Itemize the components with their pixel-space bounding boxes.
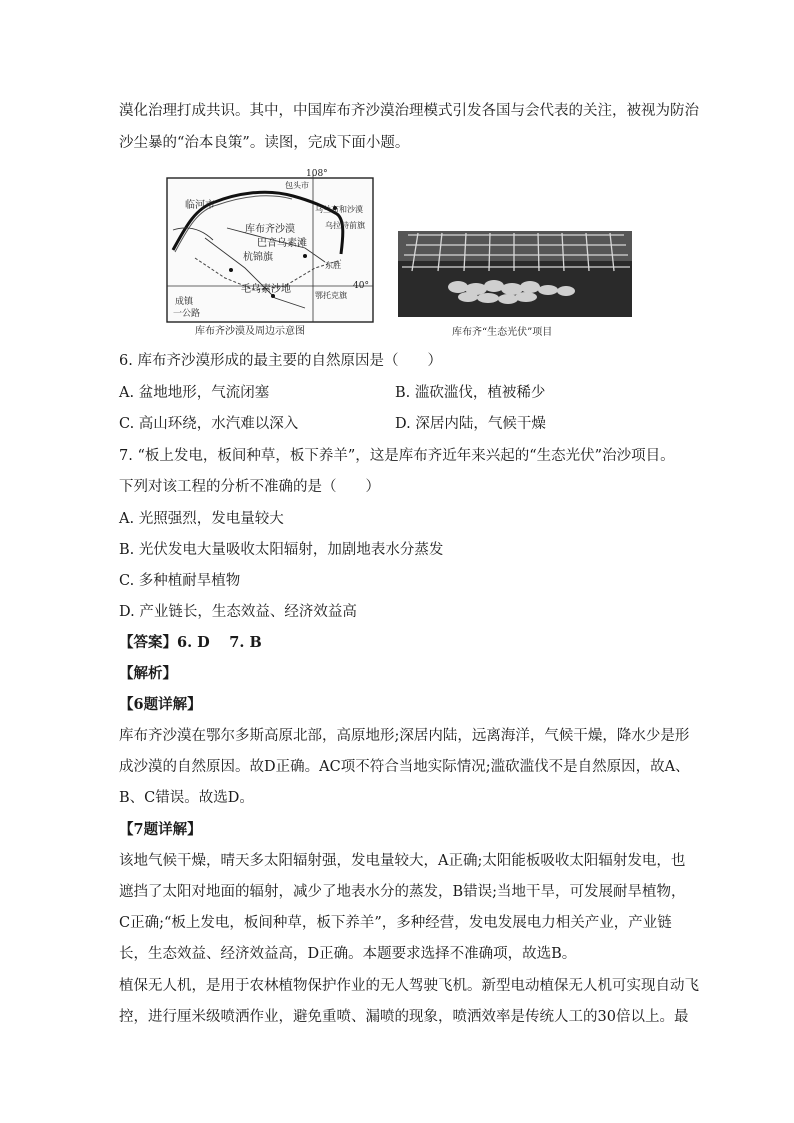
d7-line-3: C正确;“板上发电，板间种草，板下养羊”，多种经营，发电发展电力相关产业，产业链: [119, 915, 672, 931]
q6-option-d: D. 深居内陆，气候干燥: [395, 416, 546, 432]
q7-option-b: B. 光伏发电大量吸收太阳辐射，加剧地表水分蒸发: [119, 542, 444, 558]
q6-option-b: B. 滥砍滥伐，植被稀少: [395, 385, 546, 401]
map-label-dongsheng: 东胜: [325, 261, 341, 270]
q7-option-a: A. 光照强烈，发电量较大: [119, 511, 284, 527]
map-label-baotou: 包头市: [285, 181, 309, 190]
map-label-road: 一公路: [173, 309, 201, 319]
solar-project-photo: [398, 231, 632, 339]
outro-line-1: 植保无人机，是用于农林植物保护作业的无人驾驶飞机。新型电动植保无人机可实现自动飞: [119, 978, 699, 994]
latitude-label: 40°: [353, 281, 369, 291]
analysis-header: 【解析】: [119, 665, 177, 682]
d6-header: 【6题详解】: [119, 696, 202, 713]
d6-line-2: 成沙漠的自然原因。故D正确。AC项不符合当地实际情况;滥砍滥伐不是自然原因，故A、: [119, 759, 690, 775]
map-label-wulanbuhe: 乌兰布和沙漠: [315, 205, 363, 214]
q7-stem-line-2: 下列对该工程的分析不准确的是（ ）: [119, 479, 380, 495]
q7-stem-line-1: 7. “板上发电，板间种草，板下养羊”，这是库布齐近年来兴起的“生态光伏”治沙项目。: [119, 448, 675, 464]
map-label-linhe: 临河市: [185, 200, 215, 211]
longitude-label: 108°: [306, 169, 328, 179]
q6-option-a: A. 盆地地形，气流闭塞: [119, 385, 270, 401]
desert-map-figure: [165, 168, 375, 340]
intro-line-1: 漠化治理打成共识。其中，中国库布齐沙漠治理模式引发各国与会代表的关注，被视为防治: [119, 103, 699, 119]
map-label-chengzhen: 成镇: [175, 297, 194, 307]
map-label-wulate: 乌拉特前旗: [325, 221, 365, 230]
q6-stem: 6. 库布齐沙漠形成的最主要的自然原因是（ ）: [119, 353, 442, 369]
d6-line-1: 库布齐沙漠在鄂尔多斯高原北部，高原地形;深居内陆，远离海洋，气候干燥，降水少是形: [119, 728, 690, 744]
q7-option-d: D. 产业链长，生态效益、经济效益高: [119, 604, 357, 620]
map-label-maowusu: 毛乌素沙地: [241, 284, 291, 295]
photo-caption: 库布齐“生态光伏”项目: [452, 327, 553, 338]
answer-line: 【答案】6. D 7. B: [119, 634, 262, 651]
map-caption: 库布齐沙漠及周边示意图: [195, 326, 305, 337]
d7-line-1: 该地气候干燥，晴天多太阳辐射强，发电量较大，A正确;太阳能板吸收太阳辐射发电，也: [119, 853, 686, 869]
map-label-kubuqi: 库布齐沙漠: [245, 224, 295, 235]
d7-line-4: 长，生态效益、经济效益高，D正确。本题要求选择不准确项，故选B。: [119, 946, 577, 962]
d7-header: 【7题详解】: [119, 821, 202, 838]
intro-line-2: 沙尘暴的“治本良策”。读图，完成下面小题。: [119, 135, 410, 151]
q7-option-c: C. 多种植耐旱植物: [119, 573, 241, 589]
d7-line-2: 遮挡了太阳对地面的辐射，减少了地表水分的蒸发，B错误;当地干旱，可发展耐旱植物，: [119, 884, 686, 900]
d6-line-3: B、C错误。故选D。: [119, 790, 254, 806]
figures: [165, 168, 645, 338]
map-label-hangjinqi: 杭锦旗: [243, 252, 273, 263]
map-label-etuokeqi: 鄂托克旗: [315, 291, 347, 300]
map-label-bayinwusu: 巴音乌素滩: [257, 238, 307, 249]
outro-line-2: 控，进行厘米级喷洒作业，避免重喷、漏喷的现象，喷洒效率是传统人工的30倍以上。最: [119, 1009, 689, 1025]
q6-option-c: C. 高山环绕，水汽难以深入: [119, 416, 299, 432]
